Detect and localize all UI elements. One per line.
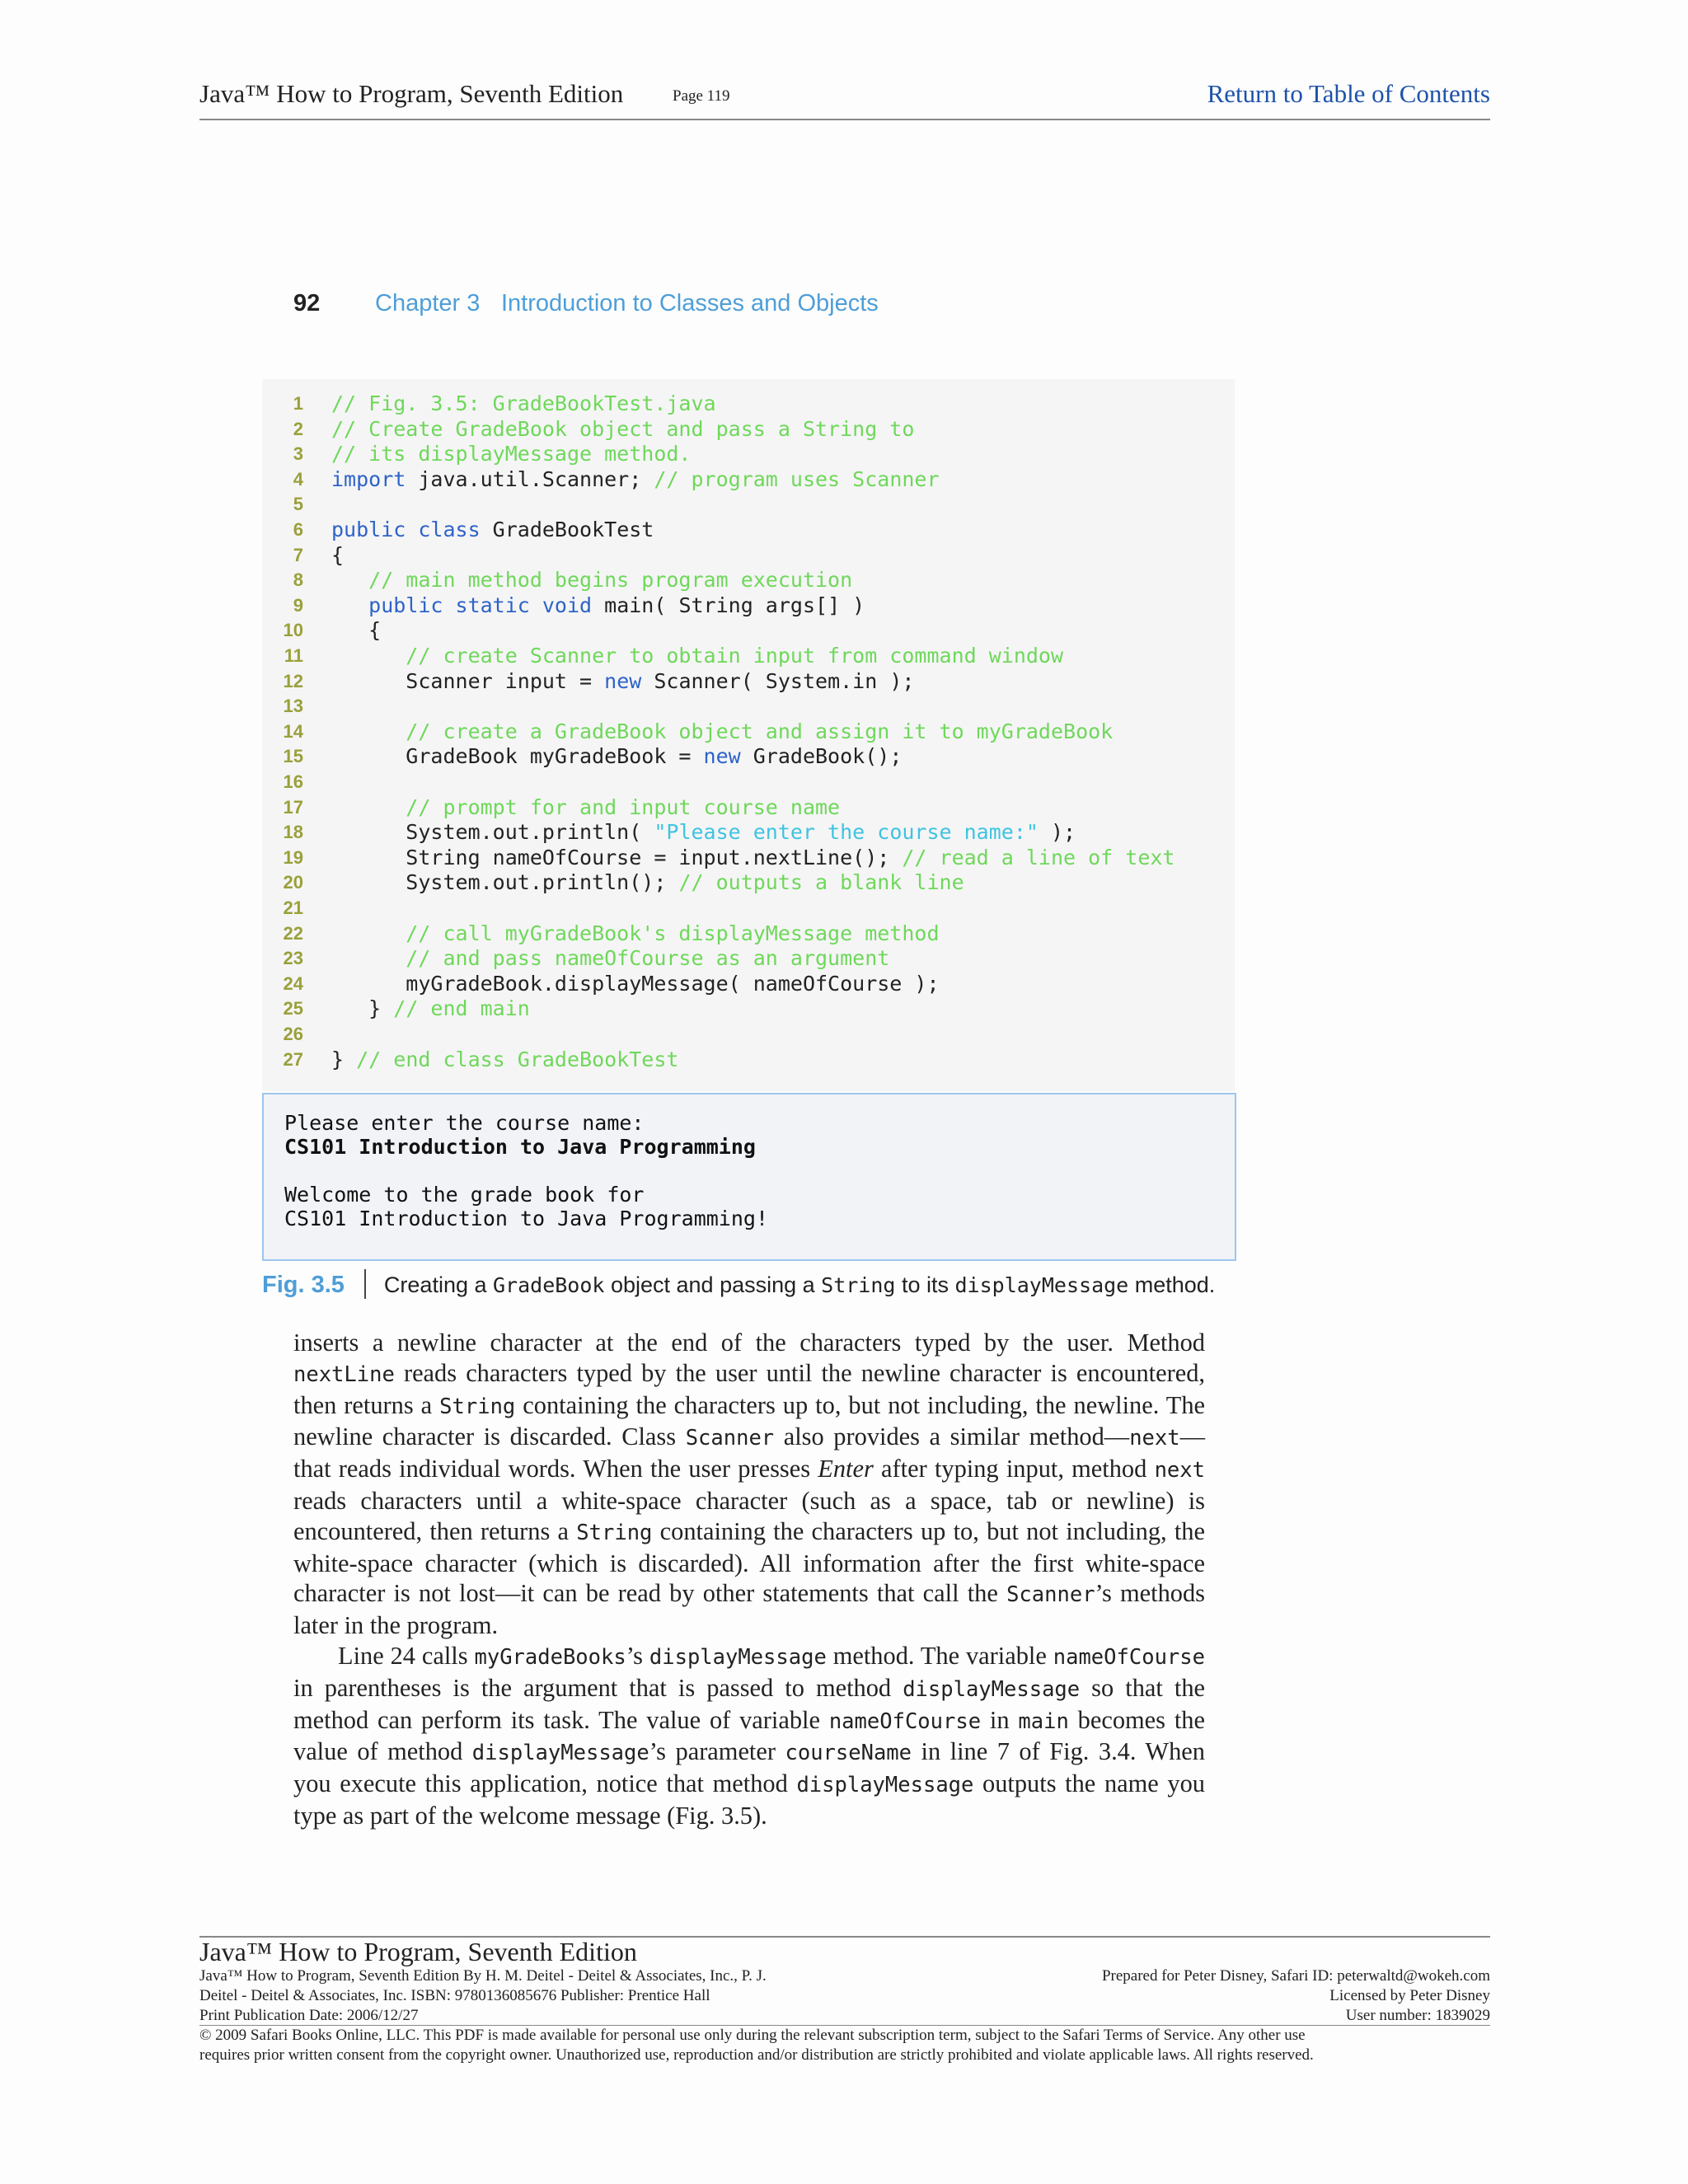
code-listing bbox=[262, 379, 1235, 1091]
caption-code: displayMessage bbox=[954, 1273, 1129, 1297]
code-comment: // call myGradeBook's displayMessage method bbox=[331, 921, 940, 945]
text-run: in parentheses is the argument that is passed to method bbox=[293, 1673, 903, 1702]
code-comment: // program uses Scanner bbox=[654, 466, 940, 491]
text-run: Line 24 calls bbox=[338, 1641, 475, 1670]
footer-user-number: User number: 1839029 bbox=[1345, 2007, 1490, 2024]
line-number: 22 bbox=[283, 922, 303, 944]
text-run: in line 7 of Fig. 3.4. When you execute this application, notice that method bbox=[293, 1737, 1205, 1798]
figure-caption bbox=[262, 1269, 1215, 1299]
line-number: 9 bbox=[293, 594, 303, 616]
line-number: 21 bbox=[283, 898, 303, 918]
line-number: 17 bbox=[283, 796, 303, 818]
code-comment: // and pass nameOfCourse as an argument bbox=[331, 946, 890, 971]
code-text bbox=[331, 846, 1175, 871]
inline-code: main bbox=[1018, 1708, 1069, 1734]
line-number: 18 bbox=[283, 822, 303, 843]
line-number: 4 bbox=[293, 468, 303, 490]
code-token: String nameOfCourse = input.nextLine(); bbox=[331, 845, 903, 869]
line-number: 11 bbox=[284, 645, 303, 666]
code-line bbox=[262, 972, 1235, 997]
caption-text: to its bbox=[895, 1272, 955, 1297]
code-line bbox=[262, 644, 1235, 669]
code-keyword: public class bbox=[331, 518, 481, 541]
code-comment: // create a GradeBook object and assign it to myGradeBook bbox=[331, 719, 1114, 743]
inline-code: Scanner bbox=[685, 1426, 775, 1451]
text-run: method. The variable bbox=[826, 1641, 1053, 1670]
caption-code: GradeBook bbox=[493, 1273, 605, 1297]
code-comment: // Fig. 3.5: GradeBookTest.java bbox=[331, 391, 716, 415]
line-number: 19 bbox=[283, 846, 303, 868]
code-text bbox=[331, 391, 716, 417]
code-text bbox=[331, 921, 940, 947]
page-indicator: Page 119 bbox=[673, 87, 730, 105]
caption-code: String bbox=[821, 1273, 896, 1297]
footer-citation: Java™ How to Program, Seventh Edition By H. M. Deitel - Deitel & Associates, Inc., P. J. bbox=[199, 1967, 767, 1985]
code-token: System.out.println(); bbox=[331, 870, 679, 895]
line-number: 14 bbox=[283, 720, 303, 742]
text-run: ’s parameter bbox=[649, 1737, 785, 1766]
footer-publication-date: Print Publication Date: 2006/12/27 bbox=[199, 2007, 419, 2024]
footer-book-title: Java™ How to Program, Seventh Edition bbox=[199, 1937, 637, 1966]
code-token: GradeBook myGradeBook = bbox=[331, 744, 704, 769]
inline-code: myGradeBooks bbox=[474, 1644, 626, 1670]
code-text bbox=[331, 417, 914, 443]
code-string: "Please enter the course name:" bbox=[654, 820, 1039, 845]
line-number: 24 bbox=[283, 972, 303, 994]
body-text bbox=[293, 1328, 1205, 1831]
code-line bbox=[262, 946, 1235, 972]
code-token: java.util.Scanner; bbox=[406, 466, 654, 491]
code-line bbox=[262, 669, 1235, 695]
code-keyword: import bbox=[331, 466, 406, 491]
footer-citation: Deitel - Deitel & Associates, Inc. ISBN: 9780136085676 Publisher: Prentice Hall bbox=[199, 1987, 710, 2004]
code-line bbox=[262, 543, 1235, 569]
code-comment: // its displayMessage method. bbox=[331, 442, 692, 466]
code-text bbox=[331, 518, 654, 543]
line-number: 20 bbox=[283, 872, 303, 893]
inline-code: displayMessage bbox=[796, 1773, 974, 1798]
inline-code: displayMessage bbox=[471, 1741, 649, 1766]
code-keyword: public static void bbox=[368, 593, 593, 617]
output-welcome: Welcome to the grade book for bbox=[284, 1183, 645, 1207]
inline-code: displayMessage bbox=[649, 1644, 827, 1670]
code-comment: // Create GradeBook object and pass a String to bbox=[331, 416, 915, 441]
footer-copyright: © 2009 Safari Books Online, LLC. This PDF is made available for personal use only during the relevant subscription term, subject to the Safari Terms of Service. Any other use bbox=[199, 2027, 1306, 2044]
code-line bbox=[262, 518, 1235, 543]
emphasis: Enter bbox=[818, 1455, 874, 1483]
program-output bbox=[262, 1093, 1236, 1261]
code-token: main( String args[] ) bbox=[592, 593, 865, 617]
code-line bbox=[262, 1022, 1235, 1047]
code-text bbox=[331, 946, 889, 972]
line-number: 12 bbox=[283, 670, 303, 691]
text-run: reads characters typed by the user until the newline character is encountered, then returns a bbox=[293, 1358, 1205, 1419]
output-course: CS101 Introduction to Java Programming! bbox=[284, 1207, 768, 1230]
text-run: becomes the value of method bbox=[293, 1705, 1205, 1766]
code-line bbox=[262, 694, 1235, 719]
line-number: 7 bbox=[293, 544, 303, 565]
code-line bbox=[262, 870, 1235, 896]
text-run: inserts a newline character at the end of the characters typed by the user. Method bbox=[293, 1329, 1205, 1357]
code-line bbox=[262, 568, 1235, 593]
code-token: } bbox=[331, 996, 394, 1021]
code-keyword: new bbox=[703, 744, 741, 769]
code-keyword: new bbox=[604, 668, 642, 693]
text-run: also provides a similar method— bbox=[774, 1422, 1130, 1451]
line-number: 2 bbox=[293, 418, 303, 439]
code-line bbox=[262, 442, 1235, 467]
code-comment: // end class GradeBookTest bbox=[356, 1047, 679, 1071]
code-line bbox=[262, 417, 1235, 443]
code-token: } bbox=[331, 1047, 357, 1071]
code-line bbox=[262, 921, 1235, 947]
code-token bbox=[331, 593, 368, 617]
paragraph bbox=[293, 1641, 1205, 1831]
code-token: { bbox=[331, 542, 345, 567]
code-line bbox=[262, 846, 1235, 871]
line-number: 27 bbox=[283, 1048, 303, 1070]
code-text bbox=[331, 543, 344, 569]
table-of-contents-link[interactable]: Return to Table of Contents bbox=[1207, 79, 1490, 108]
inline-code: Scanner bbox=[1006, 1582, 1095, 1608]
code-comment: // read a line of text bbox=[902, 845, 1175, 869]
code-line bbox=[262, 492, 1235, 518]
inline-code: String bbox=[439, 1394, 516, 1419]
code-token: Scanner input = bbox=[331, 668, 605, 693]
code-comment: // create Scanner to obtain input from command window bbox=[331, 644, 1064, 668]
code-text bbox=[331, 644, 1063, 669]
footer-license: Licensed by Peter Disney bbox=[1329, 1987, 1490, 2004]
caption-text: object and passing a bbox=[604, 1272, 822, 1297]
chapter-title: Introduction to Classes and Objects bbox=[501, 290, 879, 316]
text-run: containing the characters up to, but not including, the white-space character (which is discarded). All information after the first white-space character is not lost—it can be read by other statements that call the bbox=[293, 1516, 1205, 1608]
code-text bbox=[331, 669, 914, 695]
line-number: 25 bbox=[283, 998, 303, 1019]
code-line bbox=[262, 1047, 1235, 1073]
caption-divider bbox=[364, 1269, 366, 1299]
inline-code: next bbox=[1154, 1458, 1205, 1483]
text-run: outputs the name you type as part of the welcome message (Fig. 3.5). bbox=[293, 1769, 1205, 1830]
code-line bbox=[262, 996, 1235, 1022]
code-comment: // main method begins program execution bbox=[331, 568, 853, 593]
code-text bbox=[331, 593, 865, 619]
text-run: in bbox=[981, 1705, 1019, 1734]
text-run: reads characters until a white-space character (such as a space, tab or newline) is encountered, then returns a bbox=[293, 1486, 1205, 1545]
inline-code: String bbox=[576, 1520, 653, 1545]
inline-code: nextLine bbox=[293, 1361, 395, 1387]
code-token: GradeBook(); bbox=[740, 744, 903, 769]
footer-divider bbox=[199, 2025, 1490, 2026]
inline-code: nameOfCourse bbox=[1053, 1644, 1205, 1670]
code-text bbox=[331, 568, 852, 593]
code-text bbox=[331, 1047, 678, 1073]
code-line bbox=[262, 719, 1235, 745]
code-line bbox=[262, 618, 1235, 644]
code-text bbox=[331, 820, 1076, 846]
line-number: 16 bbox=[283, 771, 303, 792]
code-token: { bbox=[331, 618, 382, 643]
line-number: 1 bbox=[293, 393, 303, 414]
code-line bbox=[262, 593, 1235, 619]
code-line bbox=[262, 896, 1235, 921]
code-text bbox=[331, 972, 940, 997]
text-run: containing the characters up to, but not including, the newline. The newline character is discarded. Class bbox=[293, 1390, 1206, 1451]
code-text bbox=[331, 996, 530, 1022]
line-number: 6 bbox=[293, 519, 303, 540]
book-title: Java™ How to Program, Seventh Edition bbox=[199, 79, 624, 108]
code-text bbox=[331, 795, 840, 821]
page-header bbox=[199, 76, 1490, 120]
text-run: ’s bbox=[626, 1641, 649, 1670]
code-token: GradeBookTest bbox=[480, 518, 654, 541]
caption-text: method. bbox=[1128, 1272, 1216, 1297]
book-page-number: 92 bbox=[293, 290, 321, 316]
code-text bbox=[331, 870, 964, 896]
inline-code: displayMessage bbox=[903, 1676, 1081, 1702]
text-run: after typing input, method bbox=[873, 1455, 1155, 1483]
line-number: 10 bbox=[283, 620, 303, 641]
code-text bbox=[331, 744, 902, 770]
line-number: 13 bbox=[283, 696, 303, 717]
code-line bbox=[262, 820, 1235, 846]
output-prompt: Please enter the course name: bbox=[284, 1111, 645, 1135]
line-number: 23 bbox=[283, 948, 303, 969]
line-number: 15 bbox=[283, 746, 303, 767]
output-user-input: CS101 Introduction to Java Programming bbox=[284, 1135, 756, 1159]
inline-code: next bbox=[1129, 1426, 1180, 1451]
line-number: 26 bbox=[283, 1024, 303, 1044]
text-run: —that reads individual words. When the user presses bbox=[293, 1422, 1206, 1483]
code-text bbox=[331, 467, 940, 493]
code-comment: // outputs a blank line bbox=[678, 870, 964, 895]
code-token: ); bbox=[1038, 820, 1076, 845]
line-number: 5 bbox=[293, 494, 303, 515]
text-run: ’s methods later in the program. bbox=[293, 1579, 1206, 1640]
code-token: System.out.println( bbox=[331, 820, 654, 845]
code-line bbox=[262, 391, 1235, 417]
code-token: myGradeBook.displayMessage( nameOfCourse ); bbox=[331, 971, 940, 996]
caption-text: Creating a bbox=[383, 1272, 493, 1297]
code-token: Scanner( System.in ); bbox=[641, 668, 915, 693]
line-number: 3 bbox=[293, 443, 303, 465]
chapter-label: Chapter 3 bbox=[375, 290, 481, 316]
figure-number: Fig. 3.5 bbox=[262, 1272, 345, 1298]
line-number: 8 bbox=[293, 569, 303, 591]
code-text bbox=[331, 442, 692, 467]
code-line bbox=[262, 744, 1235, 770]
footer-copyright: requires prior written consent from the copyright owner. Unauthorized use, reproduction and/or distribution are strictly prohibited and violate applicable laws. All rights reserved. bbox=[199, 2046, 1314, 2064]
code-comment: // prompt for and input course name bbox=[331, 794, 841, 819]
code-comment: // end main bbox=[393, 996, 530, 1021]
code-text bbox=[331, 719, 1113, 745]
code-text bbox=[331, 618, 381, 644]
code-line bbox=[262, 770, 1235, 795]
text-run: so that the method can perform its task. The value of variable bbox=[293, 1673, 1205, 1734]
code-line bbox=[262, 795, 1235, 821]
paragraph bbox=[293, 1328, 1205, 1641]
inline-code: nameOfCourse bbox=[828, 1708, 982, 1734]
footer-prepared-for: Prepared for Peter Disney, Safari ID: peterwaltd@wokeh.com bbox=[1101, 1967, 1490, 1985]
inline-code: courseName bbox=[785, 1741, 912, 1766]
code-line bbox=[262, 467, 1235, 493]
